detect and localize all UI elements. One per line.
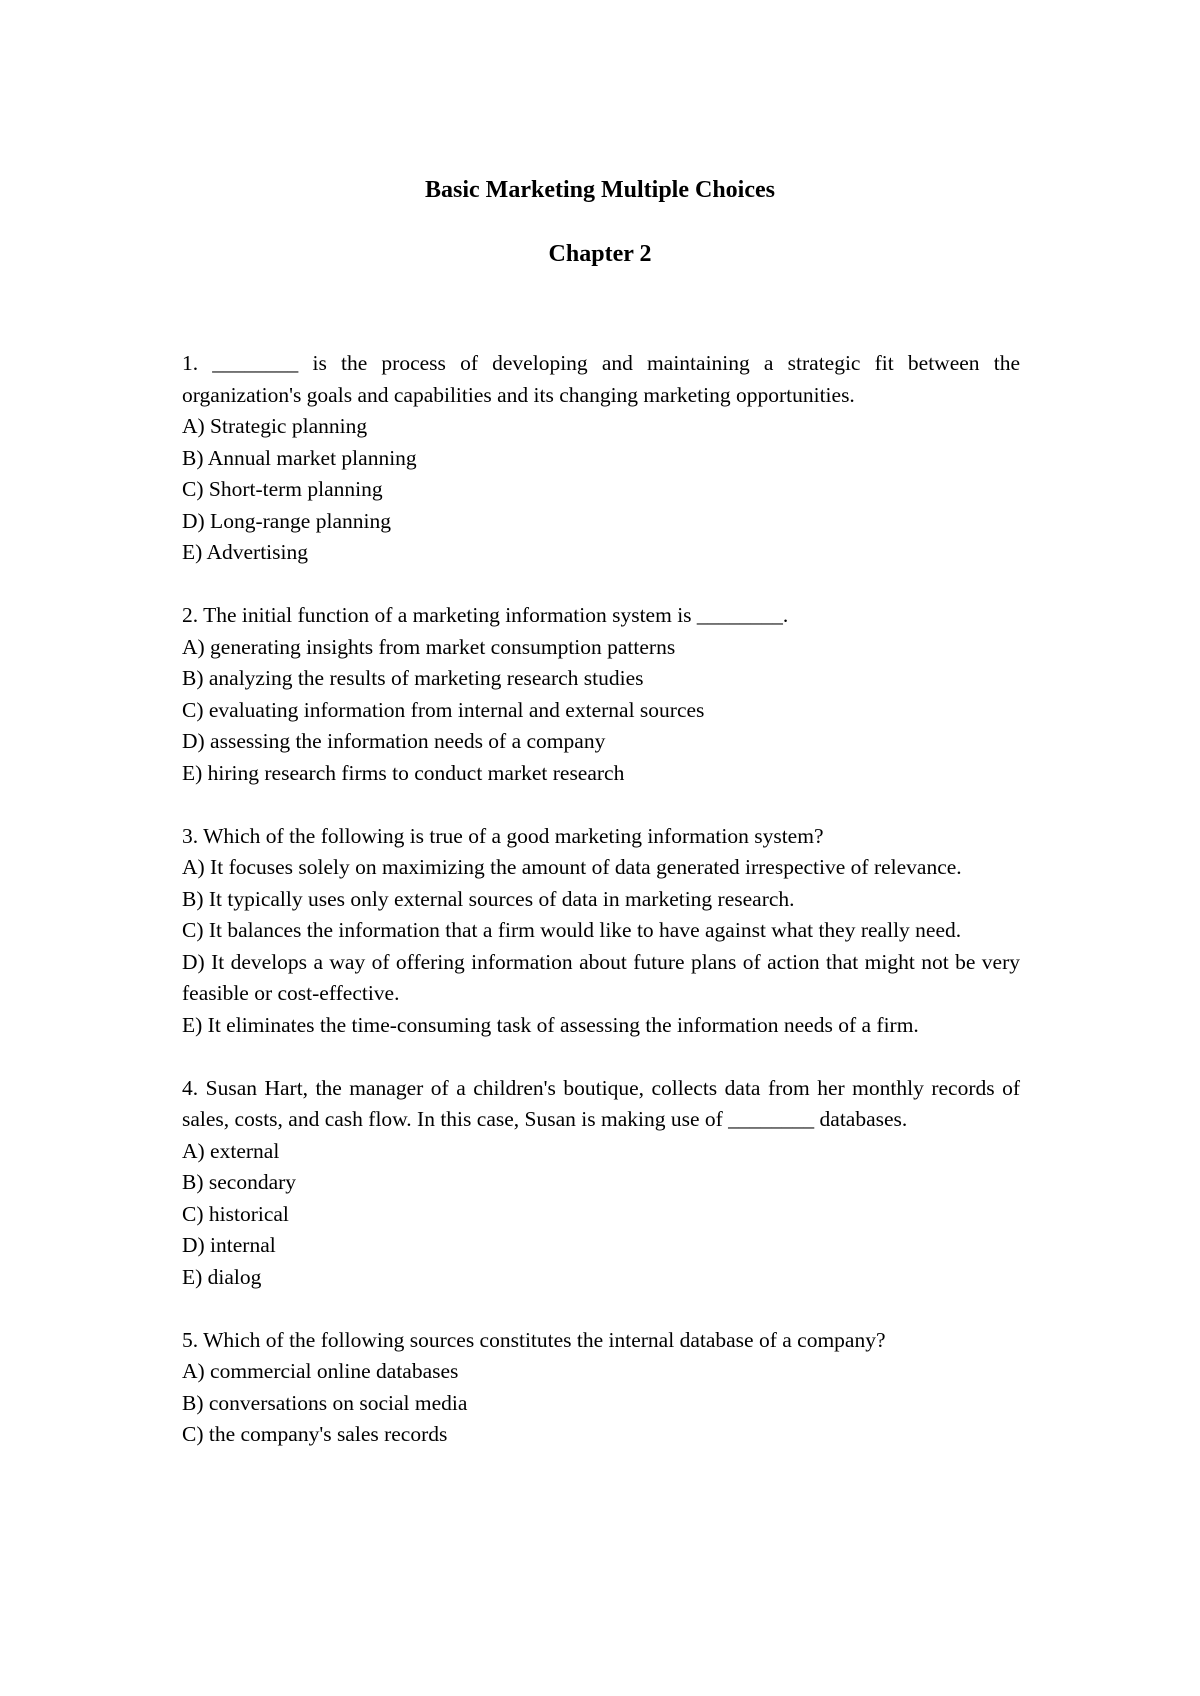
answer-option-a: A) It focuses solely on maximizing the amount of data generated irrespective of relevance. — [182, 855, 962, 879]
question-text: 3. Which of the following is true of a good marketing information system? — [182, 823, 824, 848]
answer-option-c: C) historical — [182, 1201, 289, 1226]
answer-option-d: D) It develops a way of offering information about future plans of action that might not be very feasible or cost-effective. — [182, 949, 1020, 1005]
answer-option-a: A) commercial online databases — [182, 1359, 459, 1383]
answer-option-c: C) the company's sales records — [182, 1422, 448, 1446]
chapter-heading: Chapter 2 — [548, 241, 652, 267]
question-text: 1. ________ is the process of developing and maintaining a strategic fit between the organization's goals and capabilities and its changing marketing opportunities. — [182, 351, 1020, 407]
answer-option-b: B) analyzing the results of marketing research studies — [182, 666, 644, 690]
answer-option-c: C) evaluating information from internal and external sources — [182, 697, 705, 722]
answer-option-d: D) assessing the information needs of a company — [182, 729, 606, 753]
question-1 — [182, 348, 1020, 569]
answer-option-e: E) It eliminates the time-consuming task of assessing the information needs of a firm. — [182, 1012, 919, 1037]
answer-option-c: C) Short-term planning — [182, 477, 383, 501]
question-text: 5. Which of the following sources constitutes the internal database of a company? — [182, 1327, 886, 1352]
answer-option-c: C) It balances the information that a firm would like to have against what they really need. — [182, 918, 962, 942]
question-4 — [182, 1073, 1020, 1294]
answer-option-a: A) Strategic planning — [182, 414, 368, 438]
question-list — [182, 348, 1020, 1451]
question-2 — [182, 600, 1020, 789]
answer-option-b: B) secondary — [182, 1170, 297, 1194]
question-3 — [182, 821, 1020, 1042]
question-5 — [182, 1325, 1020, 1451]
answer-option-b: B) conversations on social media — [182, 1390, 468, 1415]
answer-option-e: E) hiring research firms to conduct market research — [182, 760, 625, 785]
answer-option-d: D) internal — [182, 1233, 276, 1257]
answer-option-d: D) Long-range planning — [182, 508, 391, 533]
answer-option-e: E) dialog — [182, 1264, 262, 1289]
answer-option-b: B) It typically uses only external sources of data in marketing research. — [182, 886, 795, 911]
answer-option-a: A) generating insights from market consumption patterns — [182, 634, 676, 659]
document-title: Basic Marketing Multiple Choices — [425, 177, 775, 203]
answer-option-b: B) Annual market planning — [182, 445, 417, 470]
question-text: 4. Susan Hart, the manager of a children's boutique, collects data from her monthly records of sales, costs, and cash flow. In this case, Susan is making use of ________ databases. — [182, 1075, 1020, 1131]
answer-option-e: E) Advertising — [182, 540, 308, 564]
question-text: 2. The initial function of a marketing information system is ________. — [182, 603, 789, 627]
answer-option-a: A) external — [182, 1138, 280, 1163]
